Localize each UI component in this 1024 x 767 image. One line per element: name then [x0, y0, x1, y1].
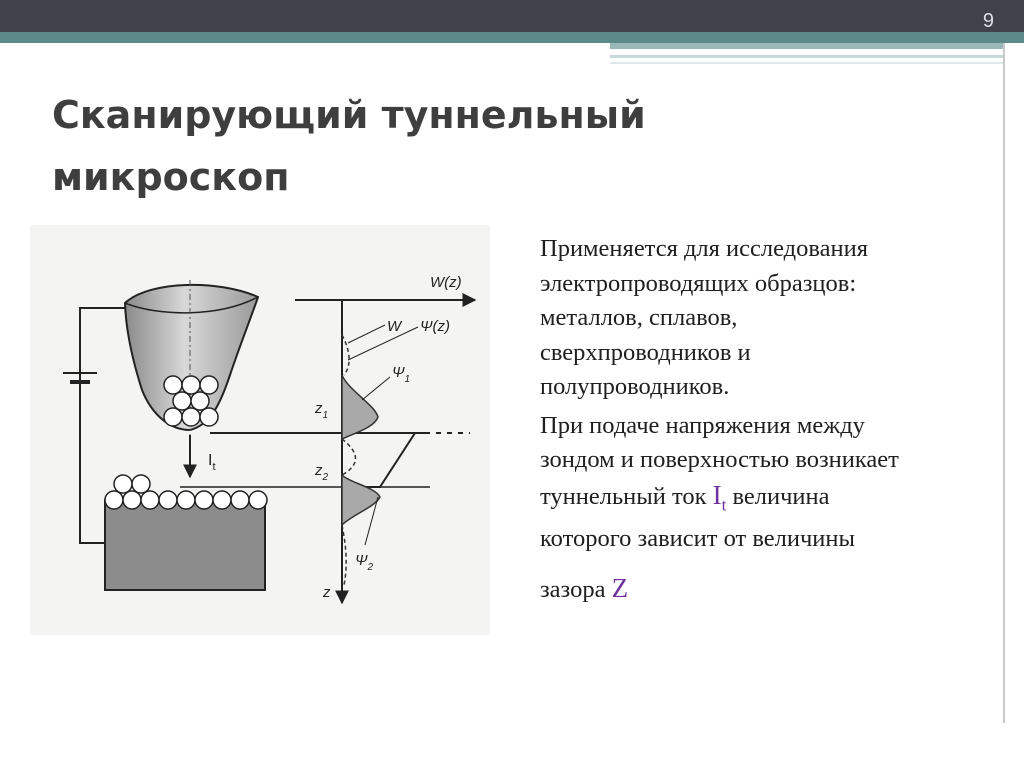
p2-line-3b: величина	[732, 482, 830, 510]
body-text	[540, 232, 1000, 607]
p1-line-1: Применяется для исследования	[540, 235, 869, 262]
title-line-2: микроскоп	[52, 155, 290, 199]
w-label: W	[387, 318, 402, 335]
z1-label: $z_1$	[315, 400, 329, 421]
paragraph-1	[540, 232, 1000, 405]
current-label: $I_t$	[208, 452, 216, 473]
right-rule	[1003, 43, 1005, 723]
slide-title	[52, 84, 752, 208]
p1-line-2: электропроводящих образцов:	[540, 269, 857, 297]
z2-label: $z_2$	[315, 462, 329, 483]
p2-line-1: При подаче напряжения между	[540, 411, 865, 439]
p1-line-4: сверхпроводников и	[540, 338, 751, 366]
p2-line-2: зондом и поверхностью возникает	[540, 446, 899, 473]
z-label: z	[323, 584, 331, 601]
top-bar	[0, 0, 1024, 32]
psi1-label: $\Psi_1$	[392, 364, 411, 385]
paragraph-2	[540, 409, 1000, 608]
p1-line-5: полупроводников.	[540, 373, 730, 400]
gap-symbol: Z	[611, 572, 629, 603]
wz-label: W(z)	[430, 274, 462, 291]
title-line-1: Сканирующий туннельный	[52, 93, 646, 137]
accent-stripe-4	[610, 62, 1005, 64]
p2-line-4: которого зависит от величины	[540, 525, 855, 553]
p2-line-3a: туннельный ток	[540, 482, 707, 510]
accent-stripe-2	[610, 43, 1005, 49]
p1-line-3: металлов, сплавов,	[540, 304, 738, 331]
psi-z-label: Ψ(z)	[420, 318, 450, 335]
accent-stripe	[0, 32, 1024, 43]
accent-stripe-3	[610, 55, 1005, 58]
psi2-label: $\Psi_2$	[355, 552, 374, 573]
current-symbol: $I_t$	[712, 479, 727, 514]
sample-block	[105, 500, 265, 590]
slide-number: 9	[982, 10, 994, 32]
stm-diagram	[30, 225, 490, 635]
p2-line-5a: зазора	[540, 575, 606, 603]
